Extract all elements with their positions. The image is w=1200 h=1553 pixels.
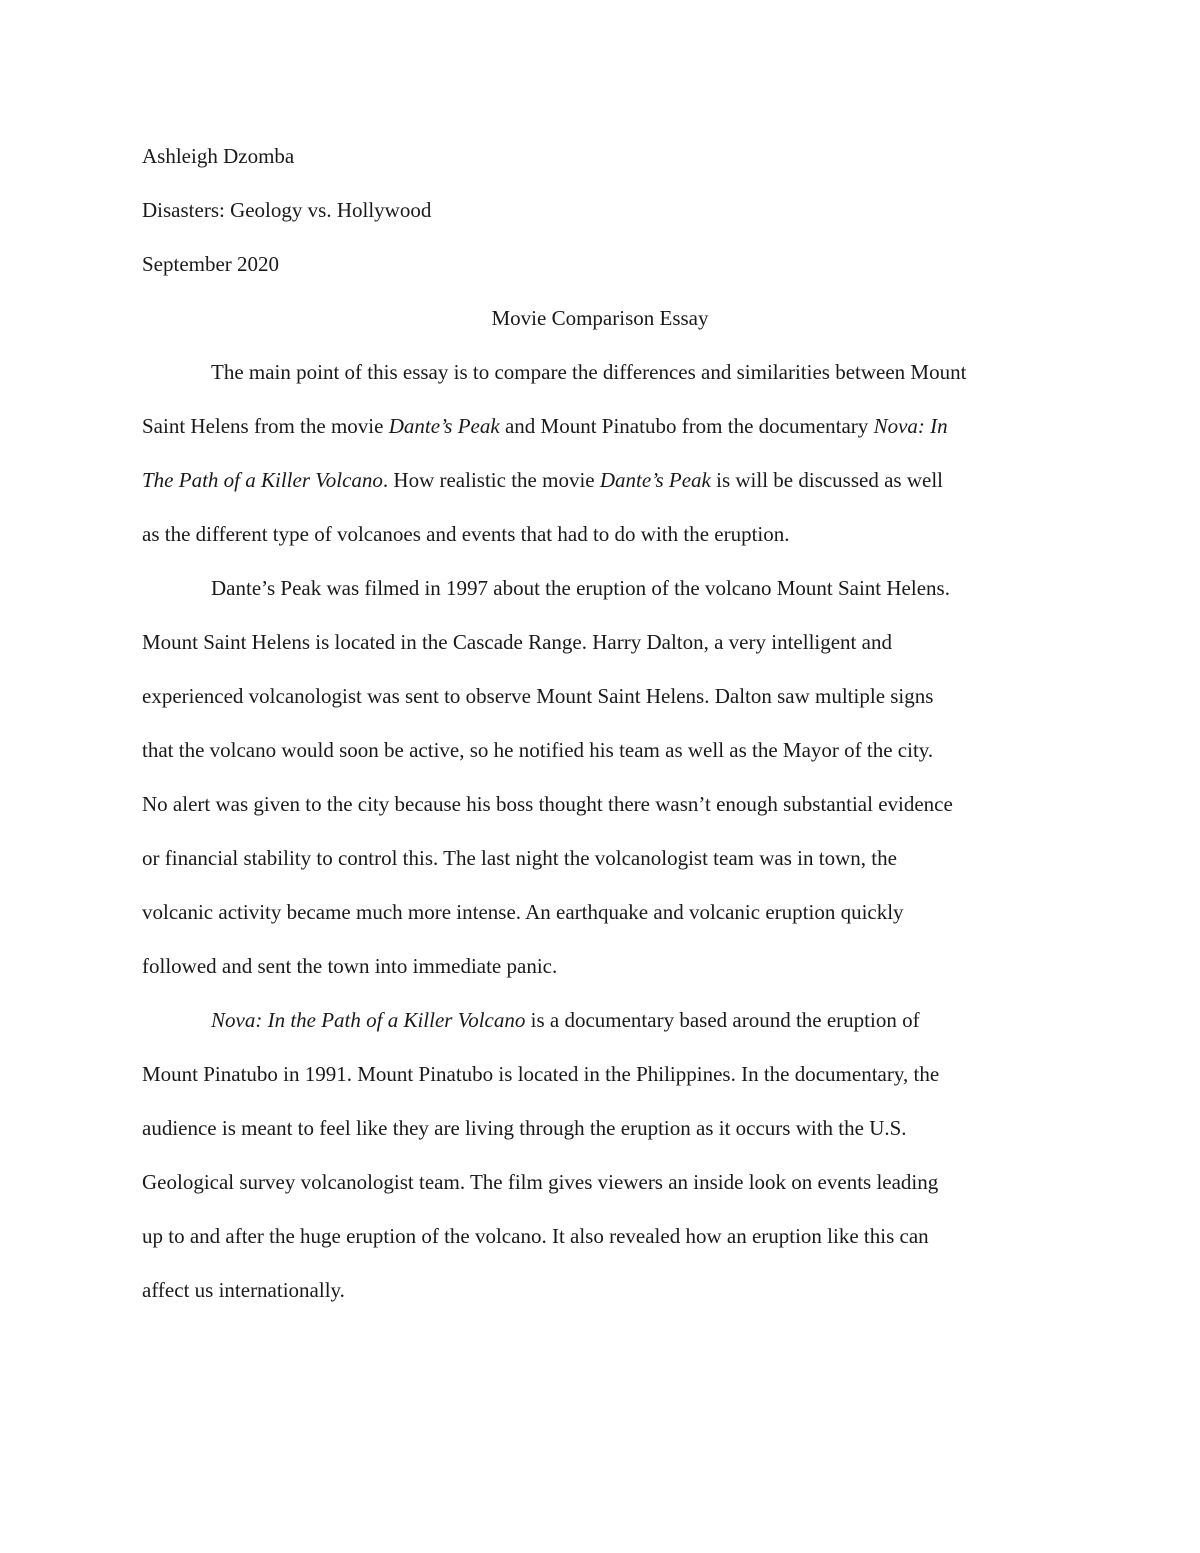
paragraph-line [142,414,948,438]
body-text: . How realistic the movie [382,468,600,492]
essay-date: September 2020 [142,252,280,276]
author-name: Ashleigh Dzomba [142,144,295,168]
paragraph-line [142,954,557,978]
body-text: Mount Pinatubo in 1991. Mount Pinatubo is located in the Philippines. In the documentary, the [142,1062,940,1086]
paragraph-line [142,1278,345,1302]
paragraph-line [142,630,892,654]
body-text: The main point of this essay is to compare the differences and similarities between Mount [211,360,967,384]
body-text: audience is meant to feel like they are living through the eruption as it occurs with the U.S. [142,1116,907,1140]
body-text: Saint Helens from the movie [142,414,389,438]
paragraph-line [142,900,904,924]
body-text: followed and sent the town into immediate panic. [142,954,558,978]
italic-title-text: Dante’s Peak [599,468,711,492]
paragraph-line [211,360,966,384]
paragraph-line [142,522,790,546]
body-text: up to and after the huge eruption of the volcano. It also revealed how an eruption like this can [142,1224,929,1248]
essay-title: Movie Comparison Essay [491,306,709,330]
paragraph-line [142,468,943,492]
body-text: Geological survey volcanologist team. The film gives viewers an inside look on events leading [142,1170,939,1194]
body-text: volcanic activity became much more intense. An earthquake and volcanic eruption quickly [142,900,904,924]
italic-title-text: Nova: In [873,414,948,438]
paragraph-line [211,576,950,600]
italic-title-text: Dante’s Peak [388,414,500,438]
paragraph-line [142,684,933,708]
body-text: affect us internationally. [142,1278,345,1302]
body-text: is will be discussed as well [710,468,943,492]
italic-title-text: The Path of a Killer Volcano [142,468,383,492]
body-text: and Mount Pinatubo from the documentary [499,414,874,438]
paragraph-line [142,1224,929,1248]
paragraph-line [142,792,953,816]
body-text: is a documentary based around the eruption of [525,1008,920,1032]
body-text: experienced volcanologist was sent to observe Mount Saint Helens. Dalton saw multiple signs [142,684,934,708]
body-text: No alert was given to the city because his boss thought there wasn’t enough substantial evidence [142,792,953,816]
body-text: Dante’s Peak was filmed in 1997 about the eruption of the volcano Mount Saint Helens. [211,576,950,600]
italic-title-text: Nova: In the Path of a Killer Volcano [211,1008,526,1032]
paragraph-line [142,738,933,762]
body-text: as the different type of volcanoes and events that had to do with the eruption. [142,522,790,546]
paragraph-line [142,1116,907,1140]
body-text: Mount Saint Helens is located in the Cascade Range. Harry Dalton, a very intelligent and [142,630,892,654]
paragraph-line [142,1062,939,1086]
body-text: that the volcano would soon be active, so he notified his team as well as the Mayor of the city. [142,738,934,762]
paragraph-line [142,846,897,870]
paragraph-line [142,1170,938,1194]
course-name: Disasters: Geology vs. Hollywood [142,198,432,222]
paragraph-line [211,1008,920,1032]
body-text: or financial stability to control this. The last night the volcanologist team was in town, the [142,846,897,870]
